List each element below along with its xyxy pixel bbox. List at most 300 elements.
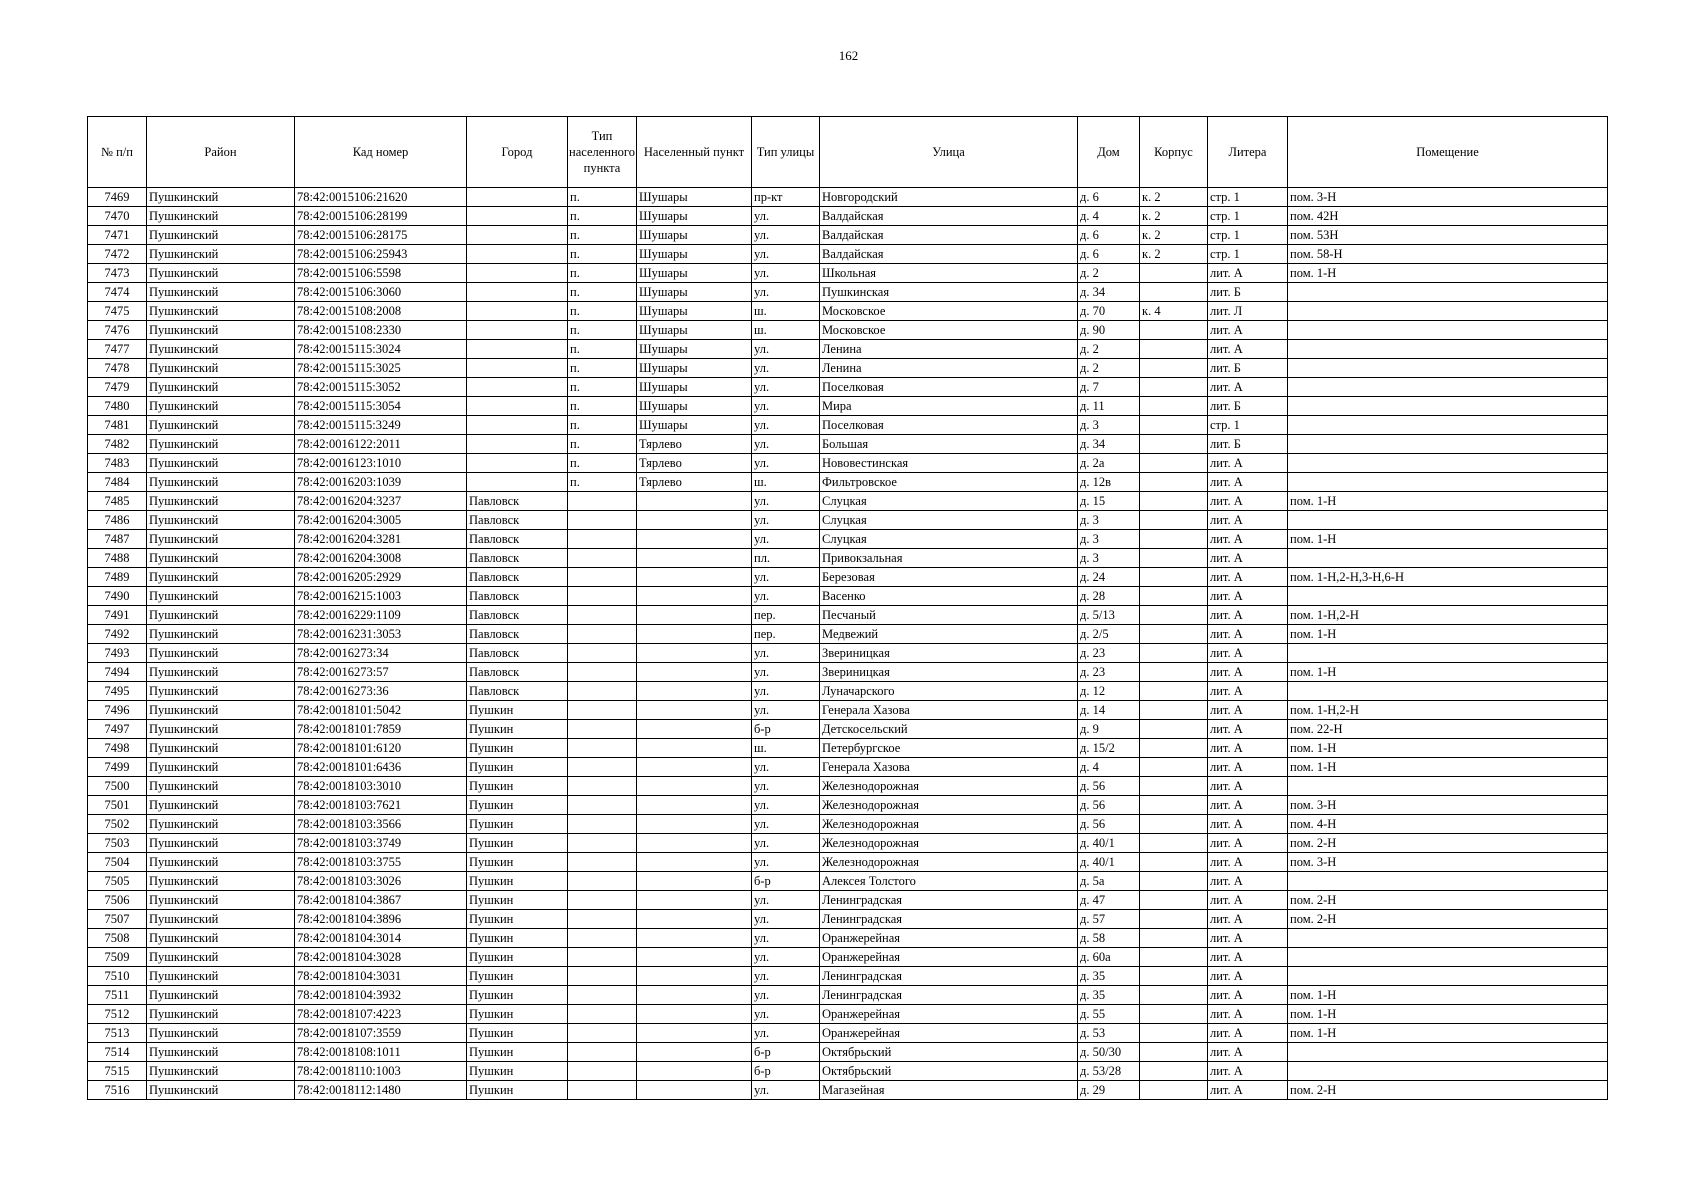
cell-cadastral: 78:42:0018104:3932 [295, 986, 467, 1005]
cell-city: Пушкин [467, 777, 568, 796]
table-row [88, 1043, 1608, 1062]
table-row [88, 986, 1608, 1005]
table-row [88, 397, 1608, 416]
cell-city: Павловск [467, 530, 568, 549]
cell-city: Павловск [467, 682, 568, 701]
cell-district: Пушкинский [147, 245, 295, 264]
cell-street: Березовая [820, 568, 1078, 587]
cell-settlement-type [568, 530, 637, 549]
cell-street: Васенко [820, 587, 1078, 606]
cell-settlement [637, 644, 752, 663]
cell-settlement [637, 568, 752, 587]
table-row [88, 435, 1608, 454]
cell-settlement [637, 720, 752, 739]
cell-house: д. 57 [1078, 910, 1140, 929]
cell-city: Пушкин [467, 796, 568, 815]
cell-settlement: Тярлево [637, 473, 752, 492]
cell-cadastral: 78:42:0018101:6120 [295, 739, 467, 758]
cell-street: Генерала Хазова [820, 701, 1078, 720]
cell-house: д. 34 [1078, 283, 1140, 302]
cell-street-type: ул. [752, 796, 820, 815]
cell-settlement [637, 967, 752, 986]
cell-num: 7486 [88, 511, 147, 530]
cell-premises [1288, 511, 1608, 530]
cell-street: Оранжерейная [820, 929, 1078, 948]
cell-num: 7494 [88, 663, 147, 682]
cell-building [1140, 1043, 1208, 1062]
cell-city: Павловск [467, 663, 568, 682]
cell-building [1140, 948, 1208, 967]
cell-cadastral: 78:42:0016204:3005 [295, 511, 467, 530]
cell-settlement [637, 891, 752, 910]
cell-district: Пушкинский [147, 796, 295, 815]
cell-district: Пушкинский [147, 264, 295, 283]
cell-house: д. 29 [1078, 1081, 1140, 1100]
cell-premises [1288, 682, 1608, 701]
cell-district: Пушкинский [147, 207, 295, 226]
cell-city: Пушкин [467, 758, 568, 777]
cell-num: 7488 [88, 549, 147, 568]
cell-district: Пушкинский [147, 948, 295, 967]
table-row [88, 929, 1608, 948]
cell-street-type: ул. [752, 644, 820, 663]
cell-street-type: ул. [752, 511, 820, 530]
cell-cadastral: 78:42:0018107:4223 [295, 1005, 467, 1024]
cell-settlement-type: п. [568, 473, 637, 492]
cell-letter: лит. А [1208, 701, 1288, 720]
cell-settlement-type: п. [568, 283, 637, 302]
cell-street: Московское [820, 302, 1078, 321]
cell-num: 7506 [88, 891, 147, 910]
cell-num: 7512 [88, 1005, 147, 1024]
cell-premises [1288, 397, 1608, 416]
cell-cadastral: 78:42:0018101:5042 [295, 701, 467, 720]
cell-settlement: Шушары [637, 226, 752, 245]
table-row [88, 1005, 1608, 1024]
cell-settlement-type [568, 1081, 637, 1100]
cell-settlement [637, 1024, 752, 1043]
table-row [88, 606, 1608, 625]
cell-num: 7510 [88, 967, 147, 986]
cell-district: Пушкинский [147, 644, 295, 663]
cell-district: Пушкинский [147, 929, 295, 948]
cell-cadastral: 78:42:0018101:6436 [295, 758, 467, 777]
cell-city [467, 188, 568, 207]
cell-street: Ленинградская [820, 891, 1078, 910]
cell-letter: лит. А [1208, 720, 1288, 739]
cell-num: 7483 [88, 454, 147, 473]
cell-num: 7470 [88, 207, 147, 226]
cell-settlement-type: п. [568, 340, 637, 359]
cell-city: Пушкин [467, 872, 568, 891]
cell-street: Железнодорожная [820, 796, 1078, 815]
cell-street: Генерала Хазова [820, 758, 1078, 777]
cell-house: д. 2 [1078, 340, 1140, 359]
cell-letter: лит. А [1208, 1024, 1288, 1043]
table-row [88, 834, 1608, 853]
cell-settlement-type: п. [568, 321, 637, 340]
cell-house: д. 23 [1078, 663, 1140, 682]
cell-street-type: ул. [752, 910, 820, 929]
table-row [88, 701, 1608, 720]
cell-settlement: Шушары [637, 283, 752, 302]
table-row [88, 644, 1608, 663]
cell-cadastral: 78:42:0016123:1010 [295, 454, 467, 473]
cell-cadastral: 78:42:0018103:3566 [295, 815, 467, 834]
cell-settlement [637, 625, 752, 644]
cell-premises [1288, 302, 1608, 321]
cell-street-type: ул. [752, 1024, 820, 1043]
cell-street-type: ул. [752, 245, 820, 264]
cell-letter: лит. А [1208, 986, 1288, 1005]
cell-district: Пушкинский [147, 188, 295, 207]
cell-num: 7479 [88, 378, 147, 397]
cell-premises: пом. 53Н [1288, 226, 1608, 245]
header-settlement: Населенный пункт [637, 117, 752, 188]
cell-building [1140, 872, 1208, 891]
cell-premises: пом. 1-Н [1288, 1024, 1608, 1043]
cell-city [467, 226, 568, 245]
cell-street: Нововестинская [820, 454, 1078, 473]
cell-cadastral: 78:42:0015106:28199 [295, 207, 467, 226]
cell-letter: лит. А [1208, 834, 1288, 853]
cell-settlement: Шушары [637, 264, 752, 283]
cell-street-type: ул. [752, 967, 820, 986]
cell-district: Пушкинский [147, 606, 295, 625]
cell-house: д. 2/5 [1078, 625, 1140, 644]
cell-district: Пушкинский [147, 1081, 295, 1100]
cell-district: Пушкинский [147, 321, 295, 340]
table-row [88, 473, 1608, 492]
cell-city: Пушкин [467, 891, 568, 910]
cell-premises: пом. 2-Н [1288, 834, 1608, 853]
cell-house: д. 3 [1078, 416, 1140, 435]
cell-num: 7515 [88, 1062, 147, 1081]
cell-street-type: б-р [752, 1062, 820, 1081]
cell-street-type: ул. [752, 986, 820, 1005]
cell-city: Павловск [467, 606, 568, 625]
cell-letter: лит. А [1208, 378, 1288, 397]
cell-settlement: Шушары [637, 340, 752, 359]
cell-num: 7508 [88, 929, 147, 948]
cell-house: д. 2а [1078, 454, 1140, 473]
cell-cadastral: 78:42:0018108:1011 [295, 1043, 467, 1062]
cell-district: Пушкинский [147, 302, 295, 321]
cell-street: Слуцкая [820, 511, 1078, 530]
cell-settlement [637, 1043, 752, 1062]
cell-street-type: б-р [752, 872, 820, 891]
cell-house: д. 40/1 [1078, 853, 1140, 872]
cell-district: Пушкинский [147, 872, 295, 891]
cell-settlement-type [568, 796, 637, 815]
cell-settlement-type: п. [568, 302, 637, 321]
cell-street: Железнодорожная [820, 815, 1078, 834]
cell-street: Фильтровское [820, 473, 1078, 492]
cell-city [467, 359, 568, 378]
cell-street-type: ул. [752, 1081, 820, 1100]
header-district: Район [147, 117, 295, 188]
cell-street: Ленина [820, 359, 1078, 378]
cell-street: Слуцкая [820, 530, 1078, 549]
cell-letter: лит. А [1208, 891, 1288, 910]
header-settlement-type: Тип населенного пункта [568, 117, 637, 188]
cell-city: Павловск [467, 568, 568, 587]
cell-house: д. 70 [1078, 302, 1140, 321]
cell-premises: пом. 3-Н [1288, 853, 1608, 872]
cell-house: д. 24 [1078, 568, 1140, 587]
cell-street-type: ул. [752, 397, 820, 416]
table-row [88, 378, 1608, 397]
cell-street-type: ул. [752, 378, 820, 397]
cell-num: 7513 [88, 1024, 147, 1043]
cell-cadastral: 78:42:0018103:3749 [295, 834, 467, 853]
cell-building [1140, 283, 1208, 302]
cell-settlement [637, 929, 752, 948]
cell-street-type: ул. [752, 834, 820, 853]
cell-street-type: ул. [752, 891, 820, 910]
cell-cadastral: 78:42:0018104:3031 [295, 967, 467, 986]
cell-district: Пушкинский [147, 283, 295, 302]
cell-num: 7499 [88, 758, 147, 777]
cell-cadastral: 78:42:0018103:3010 [295, 777, 467, 796]
cell-letter: лит. А [1208, 1005, 1288, 1024]
cell-premises [1288, 777, 1608, 796]
cell-num: 7473 [88, 264, 147, 283]
cell-settlement-type: п. [568, 435, 637, 454]
cell-num: 7481 [88, 416, 147, 435]
cell-letter: лит. А [1208, 625, 1288, 644]
cell-num: 7505 [88, 872, 147, 891]
cell-settlement [637, 587, 752, 606]
cell-street-type: ул. [752, 777, 820, 796]
cell-city: Пушкин [467, 1005, 568, 1024]
cell-building [1140, 777, 1208, 796]
cell-cadastral: 78:42:0015115:3249 [295, 416, 467, 435]
cell-premises [1288, 283, 1608, 302]
cell-district: Пушкинский [147, 663, 295, 682]
cell-letter: лит. А [1208, 682, 1288, 701]
cell-settlement [637, 511, 752, 530]
cell-district: Пушкинский [147, 1005, 295, 1024]
cell-building [1140, 530, 1208, 549]
cell-street: Железнодорожная [820, 777, 1078, 796]
cell-num: 7493 [88, 644, 147, 663]
cell-street: Ленина [820, 340, 1078, 359]
cell-cadastral: 78:42:0018103:3755 [295, 853, 467, 872]
table-row [88, 625, 1608, 644]
cell-num: 7478 [88, 359, 147, 378]
cell-city [467, 454, 568, 473]
cell-city [467, 207, 568, 226]
cell-letter: лит. А [1208, 587, 1288, 606]
cell-house: д. 11 [1078, 397, 1140, 416]
cell-district: Пушкинский [147, 910, 295, 929]
cell-premises: пом. 3-Н [1288, 188, 1608, 207]
cell-letter: лит. А [1208, 473, 1288, 492]
cell-house: д. 56 [1078, 815, 1140, 834]
cell-street-type: ул. [752, 454, 820, 473]
cell-street: Оранжерейная [820, 1024, 1078, 1043]
cell-street-type: ул. [752, 587, 820, 606]
cell-building [1140, 625, 1208, 644]
cell-settlement-type [568, 815, 637, 834]
table-row [88, 321, 1608, 340]
cell-building [1140, 1005, 1208, 1024]
cell-settlement-type: п. [568, 397, 637, 416]
cell-building [1140, 492, 1208, 511]
cell-premises [1288, 929, 1608, 948]
cell-house: д. 55 [1078, 1005, 1140, 1024]
cell-house: д. 6 [1078, 245, 1140, 264]
cell-num: 7480 [88, 397, 147, 416]
cell-premises: пом. 2-Н [1288, 910, 1608, 929]
cell-street-type: ш. [752, 302, 820, 321]
cell-settlement-type [568, 777, 637, 796]
table-row [88, 188, 1608, 207]
cell-cadastral: 78:42:0015115:3025 [295, 359, 467, 378]
cell-letter: лит. А [1208, 910, 1288, 929]
cell-district: Пушкинский [147, 492, 295, 511]
cell-settlement: Шушары [637, 245, 752, 264]
cell-settlement [637, 777, 752, 796]
cell-num: 7497 [88, 720, 147, 739]
table-row [88, 340, 1608, 359]
cell-settlement-type: п. [568, 378, 637, 397]
cell-city: Пушкин [467, 739, 568, 758]
header-num: № п/п [88, 117, 147, 188]
cell-building [1140, 1062, 1208, 1081]
cell-cadastral: 78:42:0018104:3867 [295, 891, 467, 910]
cell-house: д. 6 [1078, 188, 1140, 207]
cell-street-type: пр-кт [752, 188, 820, 207]
cell-building [1140, 720, 1208, 739]
cell-city: Павловск [467, 492, 568, 511]
cell-num: 7496 [88, 701, 147, 720]
cell-letter: лит. А [1208, 530, 1288, 549]
cell-district: Пушкинский [147, 1062, 295, 1081]
cell-settlement-type [568, 1062, 637, 1081]
cell-letter: стр. 1 [1208, 416, 1288, 435]
table-row [88, 207, 1608, 226]
cell-district: Пушкинский [147, 397, 295, 416]
cell-house: д. 7 [1078, 378, 1140, 397]
cell-district: Пушкинский [147, 967, 295, 986]
cell-settlement-type [568, 834, 637, 853]
cell-cadastral: 78:42:0018104:3896 [295, 910, 467, 929]
cell-city [467, 378, 568, 397]
cell-premises: пом. 1-Н,2-Н [1288, 701, 1608, 720]
cell-district: Пушкинский [147, 739, 295, 758]
cell-cadastral: 78:42:0018104:3014 [295, 929, 467, 948]
cell-district: Пушкинский [147, 986, 295, 1005]
cell-num: 7484 [88, 473, 147, 492]
cell-building [1140, 644, 1208, 663]
cell-premises [1288, 359, 1608, 378]
cell-house: д. 40/1 [1078, 834, 1140, 853]
cell-settlement [637, 986, 752, 1005]
cell-premises: пом. 1-Н [1288, 492, 1608, 511]
cell-cadastral: 78:42:0016273:34 [295, 644, 467, 663]
table-row [88, 872, 1608, 891]
cell-district: Пушкинский [147, 587, 295, 606]
cell-premises [1288, 340, 1608, 359]
cell-district: Пушкинский [147, 777, 295, 796]
cell-letter: лит. А [1208, 644, 1288, 663]
cell-cadastral: 78:42:0016204:3281 [295, 530, 467, 549]
cell-building [1140, 340, 1208, 359]
cell-street: Звериницкая [820, 663, 1078, 682]
cell-settlement-type [568, 910, 637, 929]
cell-district: Пушкинский [147, 815, 295, 834]
cell-street: Ленинградская [820, 986, 1078, 1005]
cell-street-type: б-р [752, 720, 820, 739]
cell-settlement [637, 796, 752, 815]
cell-num: 7509 [88, 948, 147, 967]
cell-settlement [637, 549, 752, 568]
cell-premises: пом. 1-Н [1288, 625, 1608, 644]
cell-street-type: ул. [752, 283, 820, 302]
cell-city: Пушкин [467, 910, 568, 929]
cell-city: Павловск [467, 511, 568, 530]
cell-house: д. 2 [1078, 359, 1140, 378]
cell-street-type: ул. [752, 758, 820, 777]
cell-premises [1288, 948, 1608, 967]
cell-settlement-type [568, 701, 637, 720]
cell-cadastral: 78:42:0018103:3026 [295, 872, 467, 891]
cell-settlement-type [568, 948, 637, 967]
cell-letter: лит. А [1208, 777, 1288, 796]
cell-premises: пом. 42Н [1288, 207, 1608, 226]
cell-letter: лит. А [1208, 796, 1288, 815]
table-row [88, 1081, 1608, 1100]
cell-street: Песчаный [820, 606, 1078, 625]
cell-settlement-type [568, 720, 637, 739]
cell-building [1140, 967, 1208, 986]
table-row [88, 853, 1608, 872]
cell-building [1140, 929, 1208, 948]
cell-premises [1288, 644, 1608, 663]
cell-settlement-type [568, 625, 637, 644]
cell-premises: пом. 2-Н [1288, 891, 1608, 910]
cell-house: д. 14 [1078, 701, 1140, 720]
cell-letter: лит. А [1208, 606, 1288, 625]
header-building: Корпус [1140, 117, 1208, 188]
cell-district: Пушкинский [147, 473, 295, 492]
cell-premises [1288, 872, 1608, 891]
cell-letter: стр. 1 [1208, 188, 1288, 207]
cell-settlement: Шушары [637, 188, 752, 207]
header-cadastral: Кад номер [295, 117, 467, 188]
cell-settlement [637, 815, 752, 834]
cell-city: Пушкин [467, 853, 568, 872]
cell-district: Пушкинский [147, 435, 295, 454]
cell-district: Пушкинский [147, 891, 295, 910]
cell-settlement: Тярлево [637, 454, 752, 473]
cell-city [467, 397, 568, 416]
cell-cadastral: 78:42:0018104:3028 [295, 948, 467, 967]
cell-settlement-type [568, 492, 637, 511]
cell-city [467, 473, 568, 492]
cell-cadastral: 78:42:0016204:3237 [295, 492, 467, 511]
cell-settlement [637, 834, 752, 853]
cell-house: д. 5а [1078, 872, 1140, 891]
cell-letter: лит. Б [1208, 283, 1288, 302]
cell-house: д. 35 [1078, 986, 1140, 1005]
table-row [88, 948, 1608, 967]
cell-building [1140, 663, 1208, 682]
cell-city: Пушкин [467, 1062, 568, 1081]
header-city: Город [467, 117, 568, 188]
